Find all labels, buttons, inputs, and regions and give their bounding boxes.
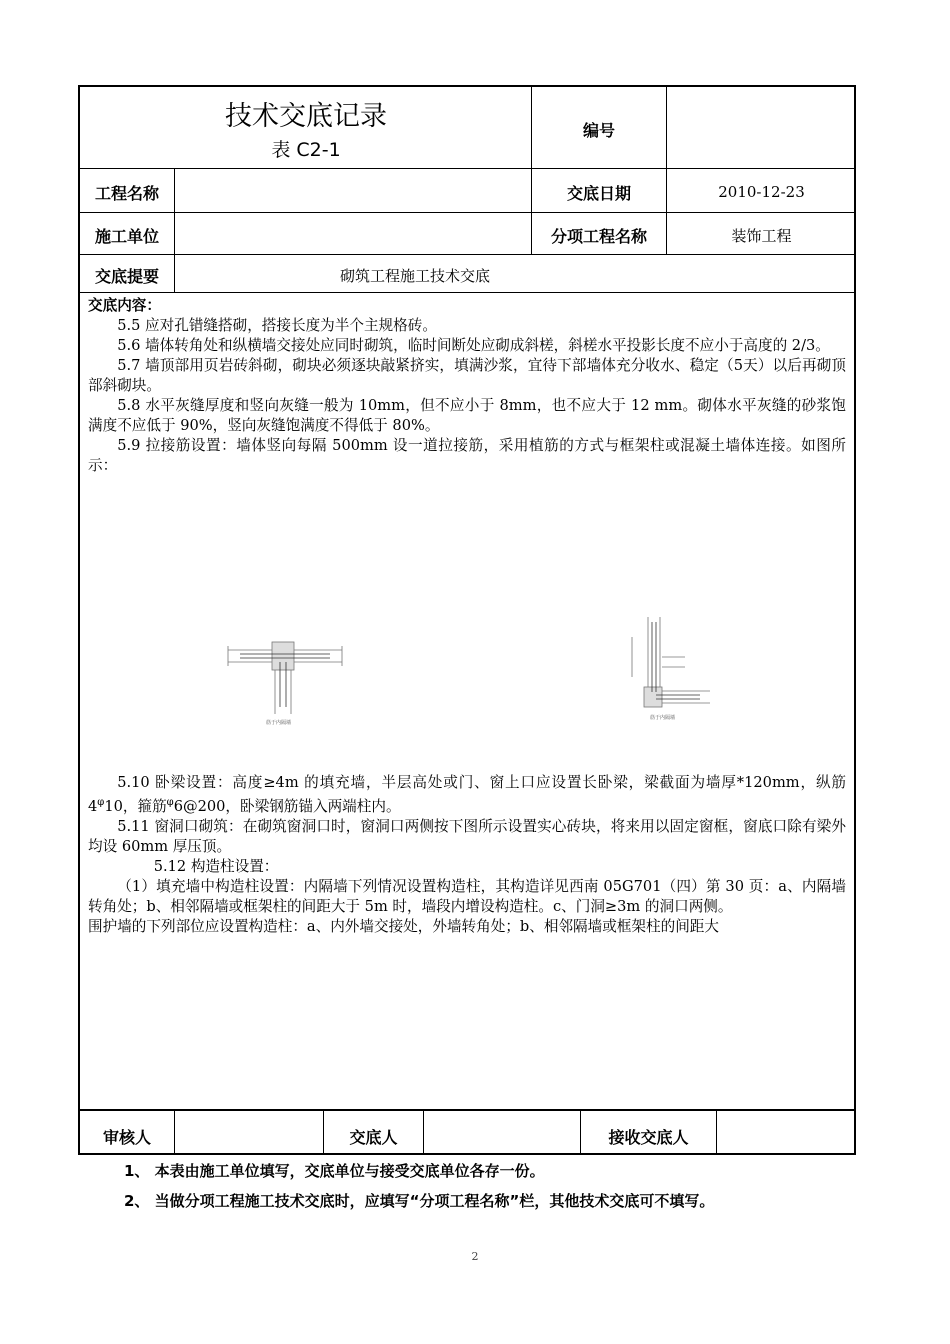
row-divider [80, 1109, 854, 1111]
clause-5-10 [88, 773, 846, 817]
col-divider [716, 1109, 717, 1155]
construction-unit-label: 施工单位 [94, 227, 159, 246]
clause-5-5: 5.5 应对孔错缝搭砌，搭接长度为半个主规格砖。 [117, 317, 437, 334]
clause-5-12: 5.12 构造柱设置： [153, 857, 279, 875]
summary-value[interactable]: 砌筑工程施工技术交底 [339, 267, 490, 285]
date-label: 交底日期 [566, 184, 631, 203]
row-divider [80, 254, 854, 255]
disclosure-form [78, 85, 856, 1155]
phi-symbol: φ [166, 797, 174, 808]
form-code: 表 C2-1 [271, 139, 341, 161]
discloser-label: 交底人 [349, 1128, 398, 1147]
tie-bar-corner-drawing [620, 607, 720, 727]
clause-5-11: 5.11 窗洞口砌筑：在砌筑窗洞口时，窗洞口两侧按下图所示设置实心砖块，将来用以固定窗框，窗底口除有梁外均设 60mm 厚压顶。 [88, 817, 846, 855]
tie-bar-t-junction-drawing [220, 632, 350, 732]
clause-5-7: 5.7 墙顶部用页岩砖斜砌，砌块必须逐块敲紧挤实，填满沙浆，宜待下部墙体充分收水、稳定（5天）以后再砌顶部斜砌块。 [88, 357, 846, 394]
col-divider [174, 1109, 175, 1155]
clause-5-9: 5.9 拉接筋设置：墙体竖向每隔 500mm 设一道拉接筋，采用植筋的方式与框架柱或混凝土墙体连接。如图所示： [88, 437, 846, 474]
row-divider [80, 168, 854, 169]
phi-symbol: φ [97, 797, 105, 808]
col-divider [423, 1109, 424, 1155]
figure-caption: 筋于内隔墙 [650, 715, 676, 721]
note-2: 2、 当做分项工程施工技术交底时，应填写“分项工程名称”栏，其他技术交底可不填写。 [124, 1192, 715, 1210]
row-divider [80, 292, 854, 293]
disclosure-content [88, 296, 846, 476]
number-label: 编号 [582, 121, 615, 140]
page-number: 2 [471, 1250, 479, 1263]
clause-5-10-part2: 10，箍筋 [104, 797, 167, 815]
reviewer-label: 审核人 [102, 1128, 151, 1147]
clause-5-6: 5.6 墙体转角处和纵横墙交接处应同时砌筑，临时间断处应砌成斜槎，斜槎水平投影长度不应小于高度的 2/3。 [117, 337, 830, 354]
date-value[interactable]: 2010-12-23 [718, 183, 805, 201]
note-1: 1、 本表由施工单位填写，交底单位与接受交底单位各存一份。 [124, 1162, 545, 1180]
col-divider [174, 168, 175, 292]
disclosure-content-lower [88, 773, 846, 937]
clause-5-10-part1: 5.10 卧梁设置：高度≥4m 的填充墙，半层高处或门、窗上口应设置长卧梁，梁截面为墙厚*120mm，纵筋 4 [88, 774, 846, 815]
figure-caption: 筋于内隔墙 [266, 720, 292, 726]
clause-5-10-part3: 6@200，卧梁钢筋锚入两端柱内。 [173, 797, 401, 815]
notes [124, 1156, 714, 1216]
clause-5-12-1: （1）填充墙中构造柱设置：内隔墙下列情况设置构造柱，其构造详见西南 05G701（四）第 30 页：a、内隔墙转角处；b、相邻隔墙或框架柱的间距大于 5m 时，墙段内增设构造柱。c、门洞≥3m 的洞口两侧。 [88, 877, 846, 915]
clause-5-8: 5.8 水平灰缝厚度和竖向灰缝一般为 10mm，但不应小于 8mm，也不应大于 12 mm。砌体水平灰缝的砂浆饱满度不应低于 90%，竖向灰缝饱满度不得低于 80%。 [88, 397, 846, 434]
subproject-label: 分项工程名称 [550, 227, 647, 246]
form-title: 技术交底记录 [225, 101, 387, 132]
enclosure-wall-clause: 围护墙的下列部位应设置构造柱：a、内外墙交接处，外墙转角处；b、相邻隔墙或框架柱的间距大 [88, 917, 719, 935]
summary-label: 交底提要 [94, 267, 159, 286]
row-divider [80, 212, 854, 213]
content-heading: 交底内容： [88, 297, 161, 314]
project-name-label: 工程名称 [94, 184, 159, 203]
subproject-value[interactable]: 装饰工程 [731, 227, 792, 245]
receiver-label: 接收交底人 [608, 1128, 689, 1147]
